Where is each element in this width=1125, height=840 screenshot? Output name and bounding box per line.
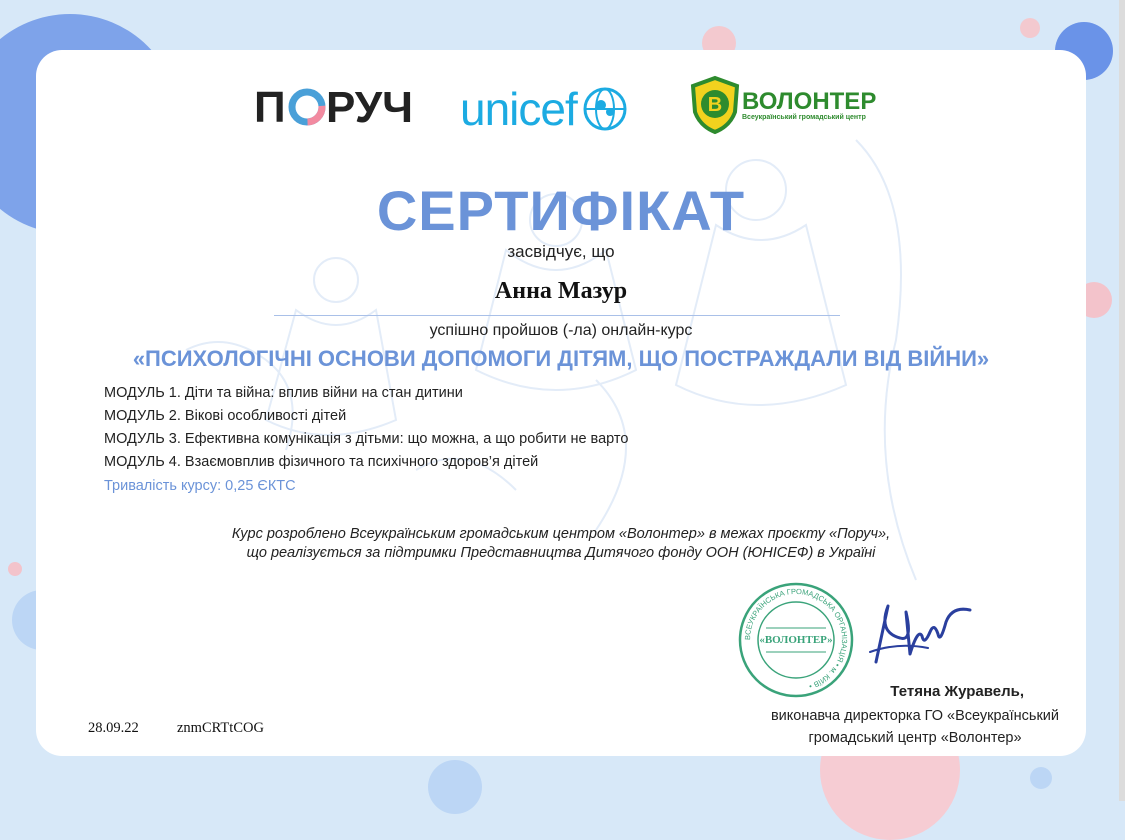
- handwritten-signature: [858, 592, 978, 682]
- unicef-wordmark: unicef: [460, 83, 577, 135]
- volonter-subtitle: Всеукраїнський громадський центр: [742, 113, 866, 121]
- signer-title-line1: виконавча директорка ГО «Всеукраїнський: [770, 708, 1060, 724]
- module-item: МОДУЛЬ 4. Взаємовплив фізичного та психічного здоров’я дітей: [104, 454, 539, 470]
- signer-title-line2: громадський центр «Волонтер»: [808, 730, 1022, 746]
- stamp-ring-text: ВСЕУКРАЇНСЬКА ГРОМАДСЬКА ОРГАНІЗАЦІЯ • м. КИЇВ •: [742, 586, 850, 691]
- certificate-card: [36, 50, 1086, 756]
- unicef-logo: [460, 82, 631, 136]
- module-item: МОДУЛЬ 2. Вікові особливості дітей: [104, 408, 347, 424]
- name-underline: [274, 315, 840, 316]
- unicef-globe-icon: [579, 83, 631, 135]
- module-list: [104, 382, 628, 474]
- svg-text:П: П: [254, 83, 286, 132]
- module-item: МОДУЛЬ 3. Ефективна комунікація з дітьми: що можна, а що робити не варто: [104, 431, 629, 447]
- bg-circle-pink-small: [1020, 18, 1040, 38]
- partner-logos: [36, 76, 1086, 146]
- official-stamp: [736, 580, 856, 700]
- project-note-line2: що реалізується за підтримки Представництва Дитячого фонду ООН (ЮНІСЕФ) в Україні: [246, 545, 876, 561]
- poruch-logo: [254, 82, 414, 132]
- recipient-name: Анна Мазур: [494, 278, 628, 304]
- course-title: «ПСИХОЛОГІЧНІ ОСНОВИ ДОПОМОГИ ДІТЯМ, ЩО ПОСТРАЖДАЛИ ВІД ВІЙНИ»: [132, 346, 990, 371]
- bg-circle-blue-bottom: [428, 760, 482, 814]
- course-duration: Тривалість курсу: 0,25 ЄКТС: [104, 478, 296, 494]
- bg-circle-pink-left: [8, 562, 22, 576]
- completed-text: успішно пройшов (-ла) онлайн-курс: [429, 322, 693, 339]
- signer-title: [736, 705, 1094, 749]
- bg-circle-blue-br: [1030, 767, 1052, 789]
- svg-text:РУЧ: РУЧ: [326, 83, 414, 132]
- certifies-text: засвідчує, що: [507, 242, 615, 261]
- module-item: МОДУЛЬ 1. Діти та війна: вплив війни на стан дитини: [104, 385, 463, 401]
- volonter-shield-icon: [690, 76, 740, 134]
- project-note-line1: Курс розроблено Всеукраїнським громадським центром «Волонтер» в межах проєкту «Поруч»,: [231, 526, 891, 542]
- volonter-wordmark: ВОЛОНТЕР: [742, 87, 877, 115]
- project-note: [36, 525, 1086, 563]
- stamp-center-text: «ВОЛОНТЕР»: [759, 634, 833, 646]
- certificate-title: СЕРТИФІКАТ: [376, 179, 746, 242]
- signer-name: Тетяна Журавель,: [890, 683, 1024, 700]
- volonter-logo: [690, 76, 876, 134]
- certificate-code: znmCRTtCOG: [177, 720, 264, 736]
- window-scrollbar[interactable]: [1119, 0, 1125, 801]
- volonter-badge-letter: В: [707, 94, 723, 116]
- issue-date: 28.09.22: [88, 720, 139, 736]
